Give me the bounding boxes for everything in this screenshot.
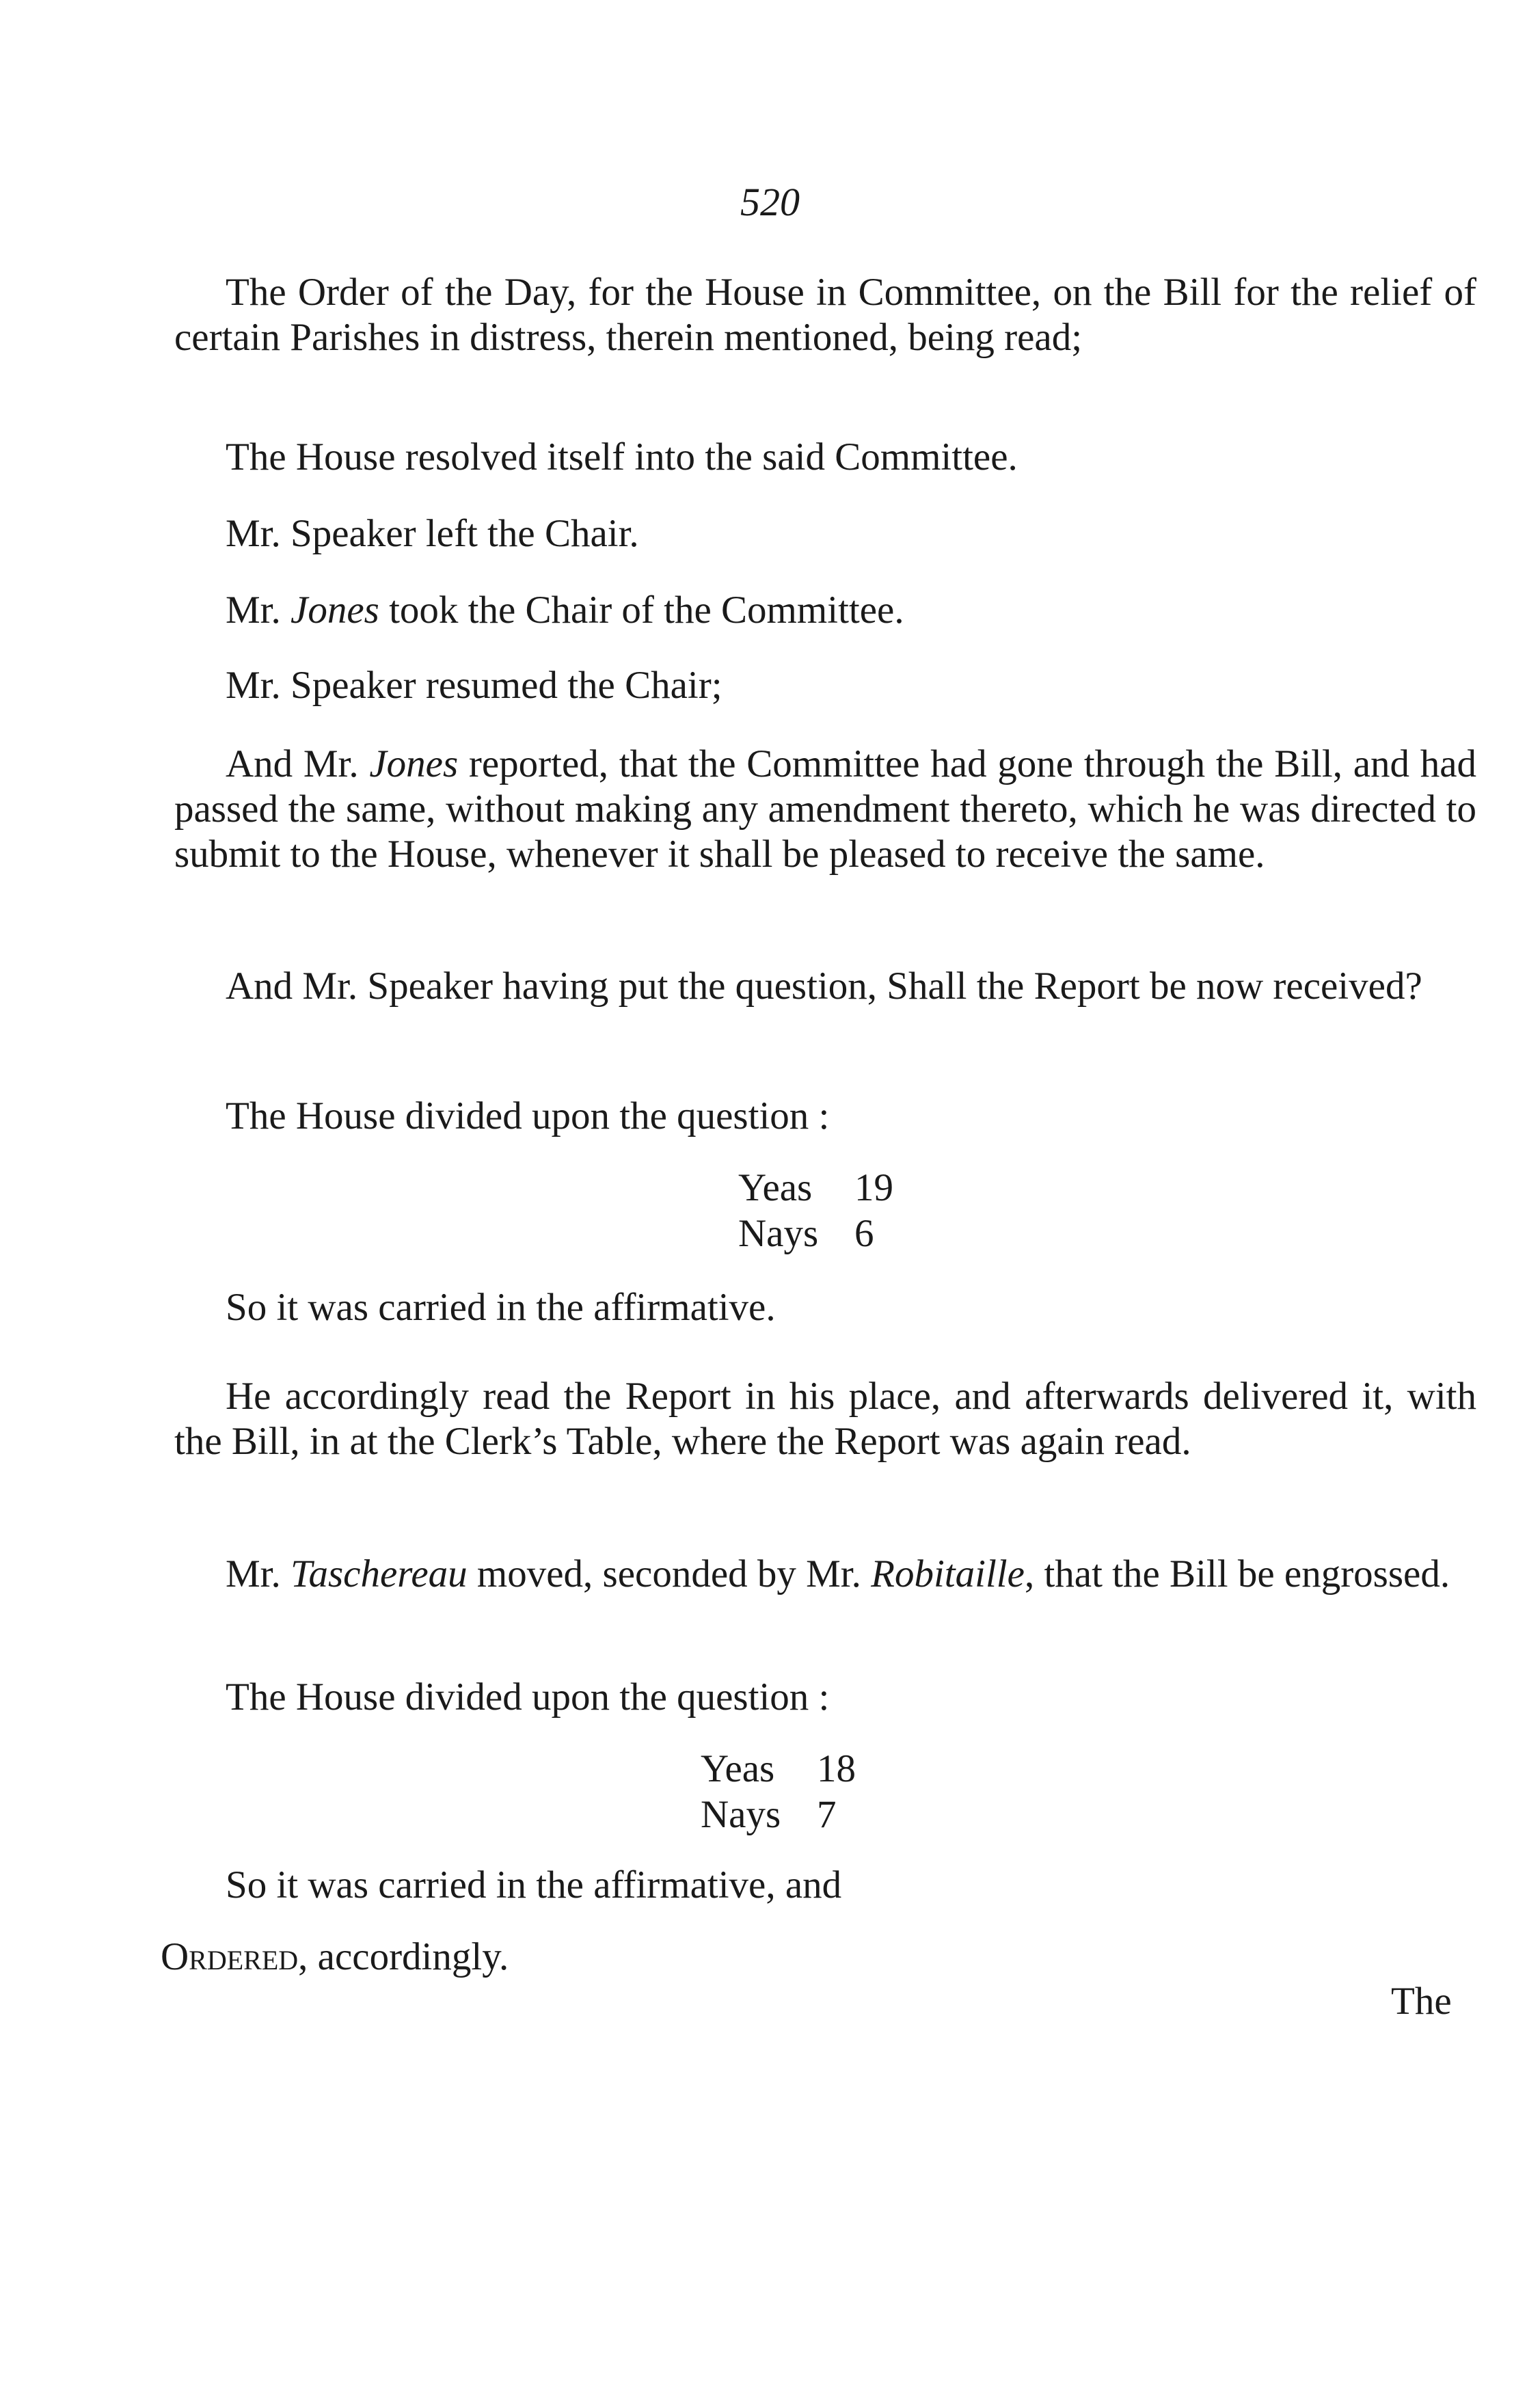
paragraph-carried-1: So it was carried in the affirmative. — [226, 1286, 776, 1329]
paragraph-speaker-left: Mr. Speaker left the Chair. — [226, 512, 639, 555]
member-name: Robitaille — [871, 1552, 1025, 1595]
paragraph-house-resolved: The House resolved itself into the said Committee. — [226, 435, 1018, 479]
paragraph-jones-reported: And Mr. Jones reported, that the Committee had gone through the Bill, and had passed the same, without making any amendment thereto, which he was directed to submit to the House, whenever it shall be pleased to receive the same. — [174, 742, 1477, 876]
paragraph-speaker-resumed: Mr. Speaker resumed the Chair; — [226, 664, 722, 707]
member-name: Jones — [291, 589, 379, 632]
division-2-nays: Nays 7 — [701, 1793, 837, 1836]
member-name: Jones — [369, 742, 459, 785]
paragraph-report-read: He accordingly read the Report in his place, and afterwards delivered it, with the Bill, in at the Clerk’s Table, where the Report was again read. — [174, 1375, 1476, 1463]
catchword: The — [1391, 1980, 1452, 2023]
division-1-nays: Nays 6 — [738, 1212, 874, 1255]
paragraph-question-put: And Mr. Speaker having put the question, Shall the Report be now received? — [226, 965, 1422, 1008]
paragraph-jones-took-chair: Mr. Jones took the Chair of the Committee. — [226, 589, 904, 632]
paragraph-motion-engrossed: Mr. Taschereau moved, seconded by Mr. Robitaille, that the Bill be engrossed. — [226, 1552, 1450, 1595]
paragraph-order-of-day: The Order of the Day, for the House in Committee, on the Bill for the relief of certain Parishes in distress, therein mentioned, being read; — [174, 271, 1476, 359]
member-name: Taschereau — [291, 1552, 468, 1595]
division-1-yeas: Yeas 19 — [738, 1166, 893, 1209]
paragraph-ordered: Ordered, accordingly. — [161, 1935, 509, 1978]
paragraph-house-divided-1: The House divided upon the question : — [226, 1094, 830, 1137]
paragraph-carried-2: So it was carried in the affirmative, and — [226, 1863, 842, 1907]
paragraph-house-divided-2: The House divided upon the question : — [226, 1675, 830, 1719]
page-number: 520 — [740, 180, 800, 224]
division-2-yeas: Yeas 18 — [701, 1747, 856, 1790]
